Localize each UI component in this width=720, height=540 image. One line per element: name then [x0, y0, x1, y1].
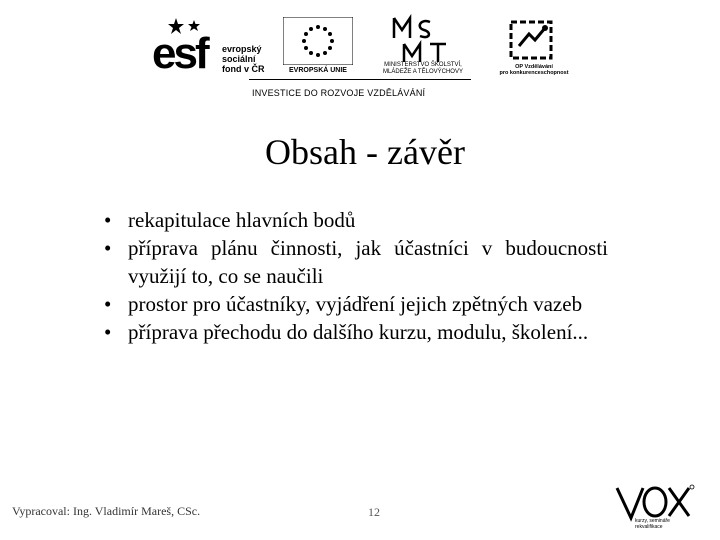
header-divider	[249, 79, 471, 80]
eu-flag-icon	[283, 17, 353, 65]
bullet-item: • příprava plánu činnosti, jak účastníci v budoucnosti využijí to, co se naučili	[104, 234, 608, 290]
page-number: 12	[368, 505, 380, 519]
esf-logo	[152, 29, 207, 78]
msmt-label-line-1: MINISTERSTVO ŠKOLSTVÍ,	[384, 62, 462, 68]
bullet-item: • prostor pro účastníky, vyjádření jejich zpětných vazeb	[104, 290, 608, 318]
msmt-label	[358, 62, 488, 76]
esf-stars-icon	[166, 18, 206, 38]
vox-logo	[613, 482, 695, 532]
op-logo-icon	[505, 16, 557, 64]
esf-line-2: sociální	[222, 54, 256, 64]
bullet-item: • příprava přechodu do dalšího kurzu, modulu, školení...	[104, 318, 608, 346]
vox-sub-line-1: kurzy, semináře	[635, 518, 670, 524]
eu-label: EVROPSKÁ UNIE	[289, 67, 347, 74]
vox-subtitle	[635, 518, 670, 530]
msmt-logo-icon	[390, 14, 454, 64]
esf-logo-letters: esf	[152, 29, 207, 78]
esf-text	[222, 44, 265, 74]
vox-sub-line-2: rekvalifikace	[635, 524, 663, 530]
footer-author: Vypracoval: Ing. Vladimír Mareš, CSc.	[12, 504, 201, 518]
investice-slogan: INVESTICE DO ROZVOJE VZDĚLÁVÁNÍ	[252, 88, 426, 98]
op-label	[489, 64, 579, 76]
esf-line-1: evropský	[222, 44, 262, 54]
esf-line-3: fond v ČR	[222, 64, 265, 74]
op-label-line-2: pro konkurenceschopnost	[499, 70, 569, 76]
msmt-label-line-2: MLÁDEŽE A TĚLOVÝCHOVY	[383, 69, 463, 75]
bullet-list	[104, 206, 608, 346]
bullet-item: • rekapitulace hlavních bodů	[104, 206, 608, 234]
slide-title: Obsah - závěr	[265, 132, 465, 172]
op-label-line-1: OP Vzdělávání	[515, 64, 553, 70]
